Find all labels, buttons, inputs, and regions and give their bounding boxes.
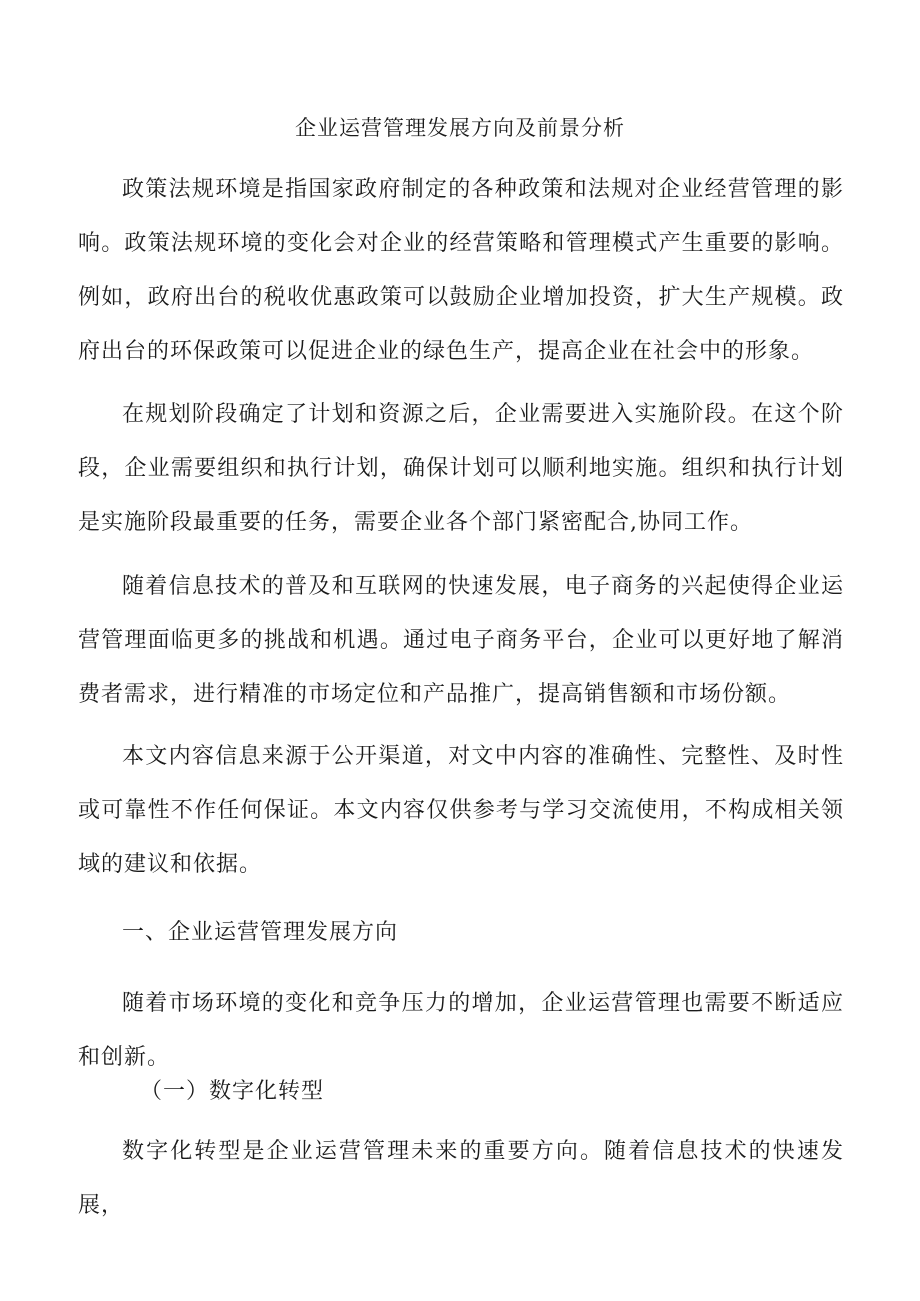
paragraph-policy-environment: 政策法规环境是指国家政府制定的各种政策和法规对企业经营管理的影响。政策法规环境的变化会对企业的经营策略和管理模式产生重要的影响。例如，政府出台的税收优惠政策可以鼓励企业增加投资，扩大生产规模。政府出台的环保政策可以促进企业的绿色生产，提高企业在社会中的形象。 bbox=[78, 177, 844, 364]
document-title: 企业运营管理发展方向及前景分析 bbox=[295, 116, 625, 140]
subsection-paragraph: 数字化转型是企业运营管理未来的重要方向。随着信息技术的快速发展， bbox=[78, 1139, 844, 1218]
paragraph-disclaimer: 本文内容信息来源于公开渠道，对文中内容的准确性、完整性、及时性或可靠性不作任何保证。本文内容仅供参考与学习交流使用，不构成相关领域的建议和依据。 bbox=[78, 744, 844, 877]
section-intro-paragraph: 随着市场环境的变化和竞争压力的增加，企业运营管理也需要不断适应和创新。 bbox=[78, 991, 844, 1070]
paragraph-ecommerce: 随着信息技术的普及和互联网的快速发展，电子商务的兴起使得企业运营管理面临更多的挑战和机遇。通过电子商务平台，企业可以更好地了解消费者需求，进行精准的市场定位和产品推广，提高销售额和市场份额。 bbox=[78, 574, 844, 707]
subsection-heading: （一）数字化转型 bbox=[140, 1079, 325, 1104]
paragraph-implementation-stage: 在规划阶段确定了计划和资源之后，企业需要进入实施阶段。在这个阶段，企业需要组织和执行计划，确保计划可以顺利地实施。组织和执行计划是实施阶段最重要的任务，需要企业各个部门紧密配合,协同工作。 bbox=[78, 402, 844, 535]
section-heading: 一、企业运营管理发展方向 bbox=[122, 920, 399, 945]
